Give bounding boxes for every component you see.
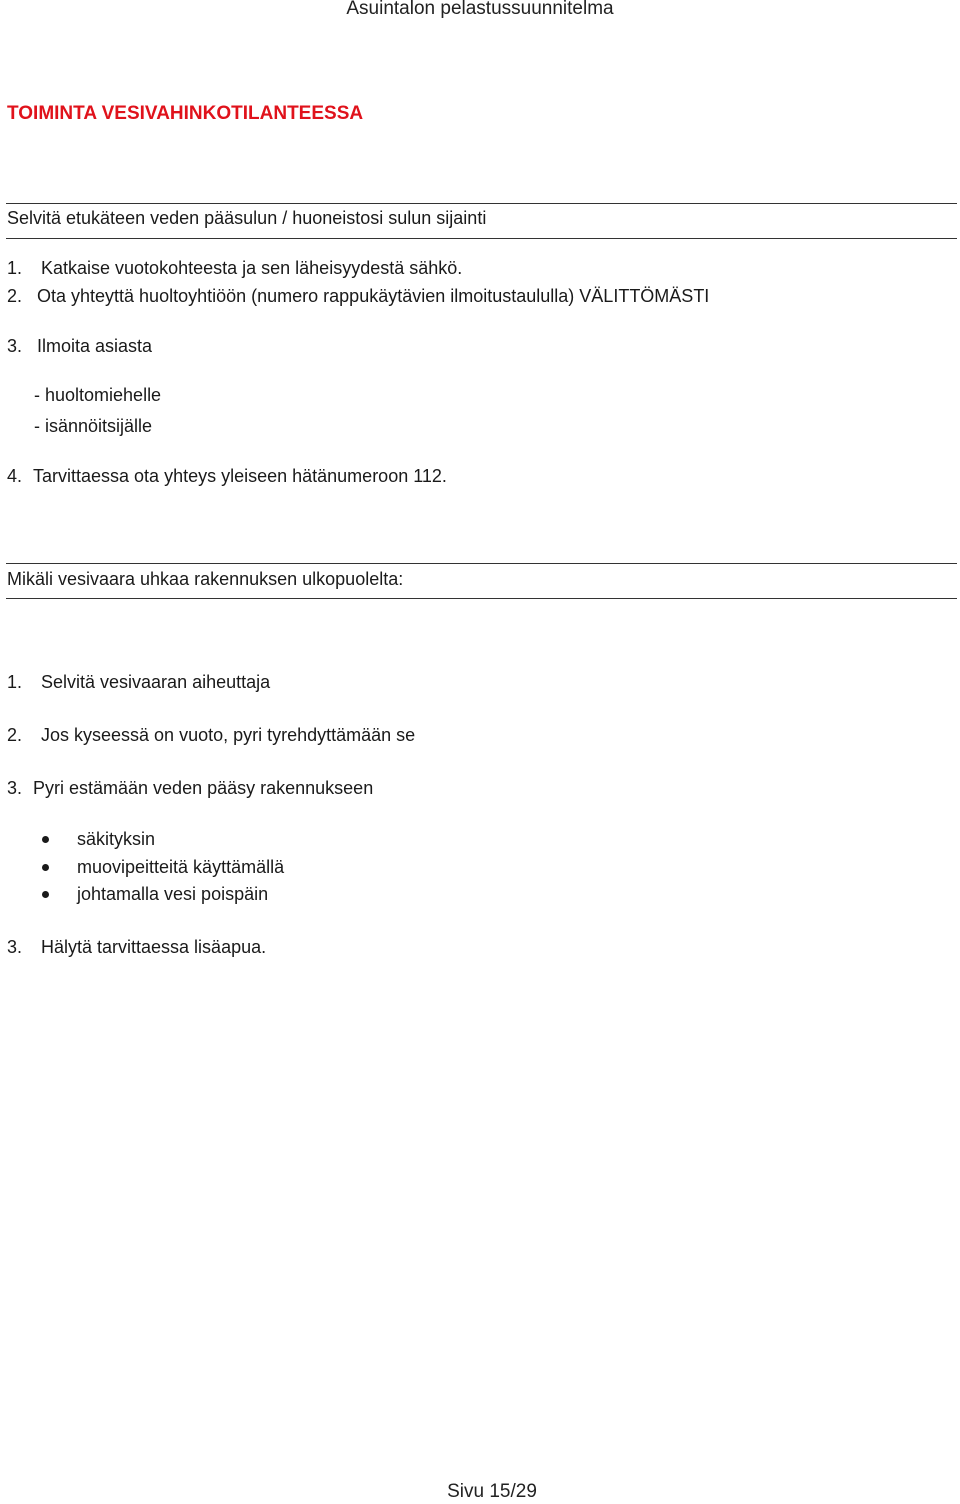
outside-threat-intro: Mikäli vesivaara uhkaa rakennuksen ulkopuolelta: bbox=[7, 569, 404, 589]
list-item bbox=[7, 286, 709, 307]
list-item bbox=[7, 258, 462, 279]
notify-item: - isännöitsijälle bbox=[34, 416, 153, 436]
list-text: Hälytä tarvittaessa lisäapua. bbox=[41, 937, 267, 957]
list-item bbox=[7, 336, 152, 357]
list-item bbox=[7, 937, 266, 958]
list-number: 4. bbox=[7, 466, 23, 486]
bullet-item: säkityksin bbox=[77, 829, 156, 849]
list-number: 3. bbox=[7, 937, 23, 957]
bullet-icon bbox=[42, 864, 49, 871]
bullet-item: muovipeitteitä käyttämällä bbox=[77, 857, 285, 877]
list-number: 2. bbox=[7, 286, 23, 306]
page-number: Sivu 15/29 bbox=[447, 1481, 537, 1502]
list-number: 3. bbox=[7, 778, 23, 798]
list-number: 1. bbox=[7, 672, 23, 692]
bullet-item: johtamalla vesi poispäin bbox=[77, 884, 269, 904]
list-text: Selvitä vesivaaran aiheuttaja bbox=[41, 672, 271, 692]
list-text: Jos kyseessä on vuoto, pyri tyrehdyttämään se bbox=[41, 725, 416, 745]
list-item bbox=[7, 725, 415, 746]
list-text: Ilmoita asiasta bbox=[37, 336, 153, 356]
bullet-icon bbox=[42, 891, 49, 898]
bullet-icon bbox=[42, 836, 49, 843]
list-text: Katkaise vuotokohteesta ja sen läheisyydestä sähkö. bbox=[41, 258, 463, 278]
list-number: 3. bbox=[7, 336, 23, 356]
page-header: Asuintalon pelastussuunnitelma bbox=[346, 0, 614, 19]
list-text: Ota yhteyttä huoltoyhtiöön (numero rappukäytävien ilmoitustaululla) VÄLITTÖMÄSTI bbox=[37, 286, 710, 306]
list-number: 2. bbox=[7, 725, 23, 745]
section-heading: TOIMINTA VESIVAHINKOTILANTEESSA bbox=[7, 103, 364, 124]
divider bbox=[6, 563, 957, 564]
divider bbox=[6, 238, 957, 239]
shutoff-intro: Selvitä etukäteen veden pääsulun / huoneistosi sulun sijainti bbox=[7, 208, 487, 228]
list-item bbox=[7, 672, 270, 693]
notify-item: - huoltomiehelle bbox=[34, 385, 162, 405]
list-text: Tarvittaessa ota yhteys yleiseen hätänumeroon 112. bbox=[33, 466, 447, 486]
divider bbox=[6, 203, 957, 204]
list-text: Pyri estämään veden pääsy rakennukseen bbox=[33, 778, 374, 798]
list-number: 1. bbox=[7, 258, 23, 278]
list-item bbox=[7, 466, 447, 487]
divider bbox=[6, 598, 957, 599]
list-item bbox=[7, 778, 373, 799]
